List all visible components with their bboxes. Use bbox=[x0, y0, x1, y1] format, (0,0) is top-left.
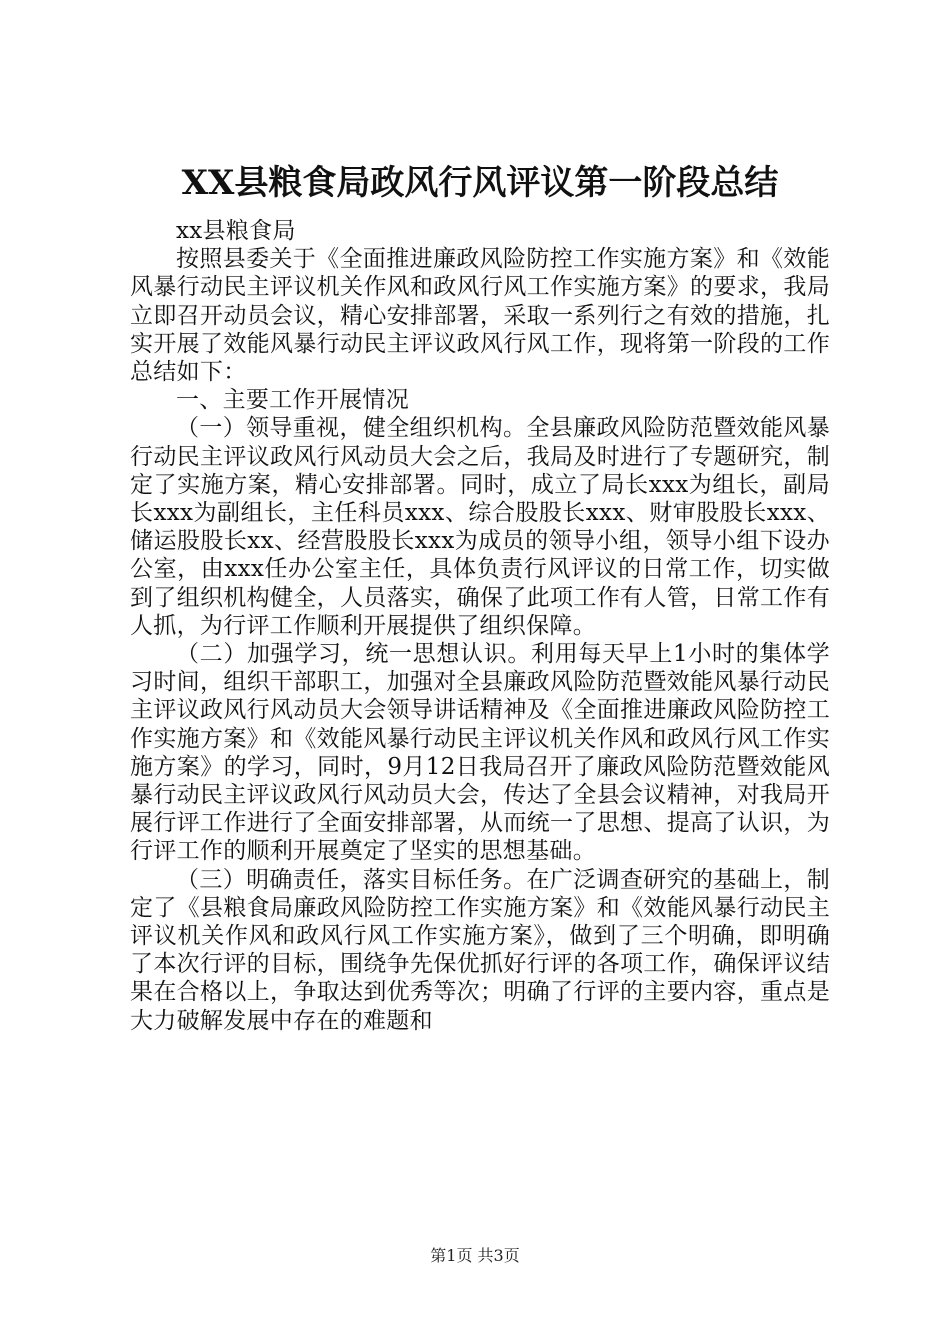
document-body bbox=[130, 155, 830, 1035]
paragraph-intro: 按照县委关于《全面推进廉政风险防控工作实施方案》和《效能风暴行动民主评议机关作风和政风行风工作实施方案》的要求，我局立即召开动员会议，精心安排部署，采取一系列行之有效的措施，扎实开展了效能风暴行动民主评议政风行风工作，现将第一阶段的工作总结如下： bbox=[130, 246, 830, 386]
section-heading: 一、主要工作开展情况 bbox=[176, 387, 409, 414]
paragraph-item-2: （二）加强学习，统一思想认识。利用每天早上1小时的集体学习时间，组织干部职工，加强对全县廉政风险防范暨效能风暴行动民主评议政风行风动员大会领导讲话精神及《全面推进廉政风险防控工作实施方案》和《效能风暴行动民主评议机关作风和政风行风工作实施方案》的学习，同时，9月12日我局召开了廉政风险防范暨效能风暴行动民主评议政风行风动员大会，传达了全县会议精神，对我局开展行评工作进行了全面安排部署，从而统一了思想、提高了认识，为行评工作的顺利开展奠定了坚实的思想基础。 bbox=[130, 641, 830, 865]
author-line: xx县粮食局 bbox=[176, 218, 296, 244]
page-footer: 第1页 共3页 bbox=[430, 1246, 520, 1265]
paragraph-item-1: （一）领导重视，健全组织机构。全县廉政风险防范暨效能风暴行动民主评议政风行风动员大会之后，我局及时进行了专题研究，制定了实施方案，精心安排部署。同时，成立了局长xxx为组长，副局长xxx为副组长，主任科员xxx、综合股股长xxx、财审股股长xxx、储运股股长xx、经营股股长xxx为成员的领导小组，领导小组下设办公室，由xxx任办公室主任，具体负责行风评议的日常工作，切实做到了组织机构健全，人员落实，确保了此项工作有人管，日常工作有人抓，为行评工作顺利开展提供了组织保障。 bbox=[130, 415, 830, 639]
document-title: XX县粮食局政风行风评议第一阶段总结 bbox=[181, 163, 779, 203]
paragraph-item-3: （三）明确责任，落实目标任务。在广泛调查研究的基础上，制定了《县粮食局廉政风险防控工作实施方案》和《效能风暴行动民主评议机关作风和政风行风工作实施方案》，做到了三个明确，即明确了本次行评的目标，围绕争先保优抓好行评的各项工作，确保评议结果在合格以上，争取达到优秀等次；明确了行评的主要内容，重点是大力破解发展中存在的难题和 bbox=[130, 866, 830, 1034]
